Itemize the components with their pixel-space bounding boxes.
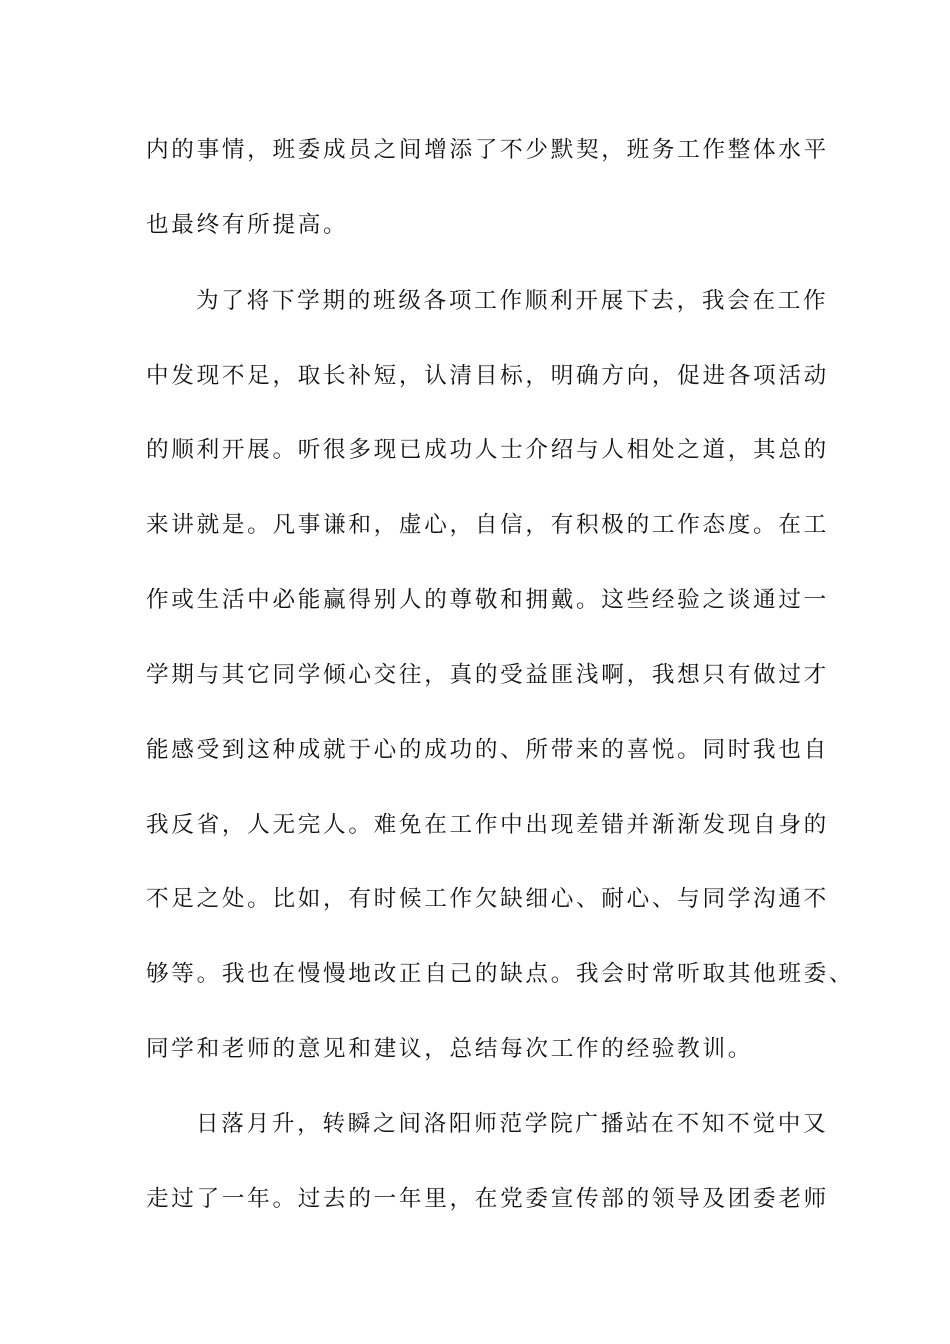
text-line: 作或生活中必能赢得别人的尊敬和拥戴。这些经验之谈通过一 [146, 587, 829, 613]
text-line: 我反省，人无完人。难免在工作中出现差错并渐渐发现自身的 [146, 812, 829, 838]
text-line: 学期与其它同学倾心交往，真的受益匪浅啊，我想只有做过才 [146, 662, 829, 688]
text-line: 走过了一年。过去的一年里，在党委宣传部的领导及团委老师 [146, 1186, 829, 1212]
text-line: 中发现不足，取长补短，认清目标，明确方向，促进各项活动 [146, 363, 829, 389]
text-line: 来讲就是。凡事谦和，虚心，自信，有积极的工作态度。在工 [146, 512, 829, 538]
text-line: 不足之处。比如，有时候工作欠缺细心、耐心、与同学沟通不 [146, 886, 829, 912]
paragraph-start-line: 为了将下学期的班级各项工作顺利开展下去，我会在工作 [196, 288, 829, 314]
text-line: 能感受到这种成就于心的成功的、所带来的喜悦。同时我也自 [146, 737, 829, 763]
text-line: 够等。我也在慢慢地改正自己的缺点。我会时常听取其他班委、 [146, 961, 855, 987]
text-line: 同学和老师的意见和建议，总结每次工作的经验教训。 [146, 1036, 754, 1062]
text-line: 也最终有所提高。 [146, 212, 349, 238]
text-line: 的顺利开展。听很多现已成功人士介绍与人相处之道，其总的 [146, 437, 829, 463]
text-line: 内的事情，班委成员之间增添了不少默契，班务工作整体水平 [146, 137, 829, 163]
paragraph-start-line: 日落月升，转瞬之间洛阳师范学院广播站在不知不觉中又 [196, 1111, 829, 1137]
